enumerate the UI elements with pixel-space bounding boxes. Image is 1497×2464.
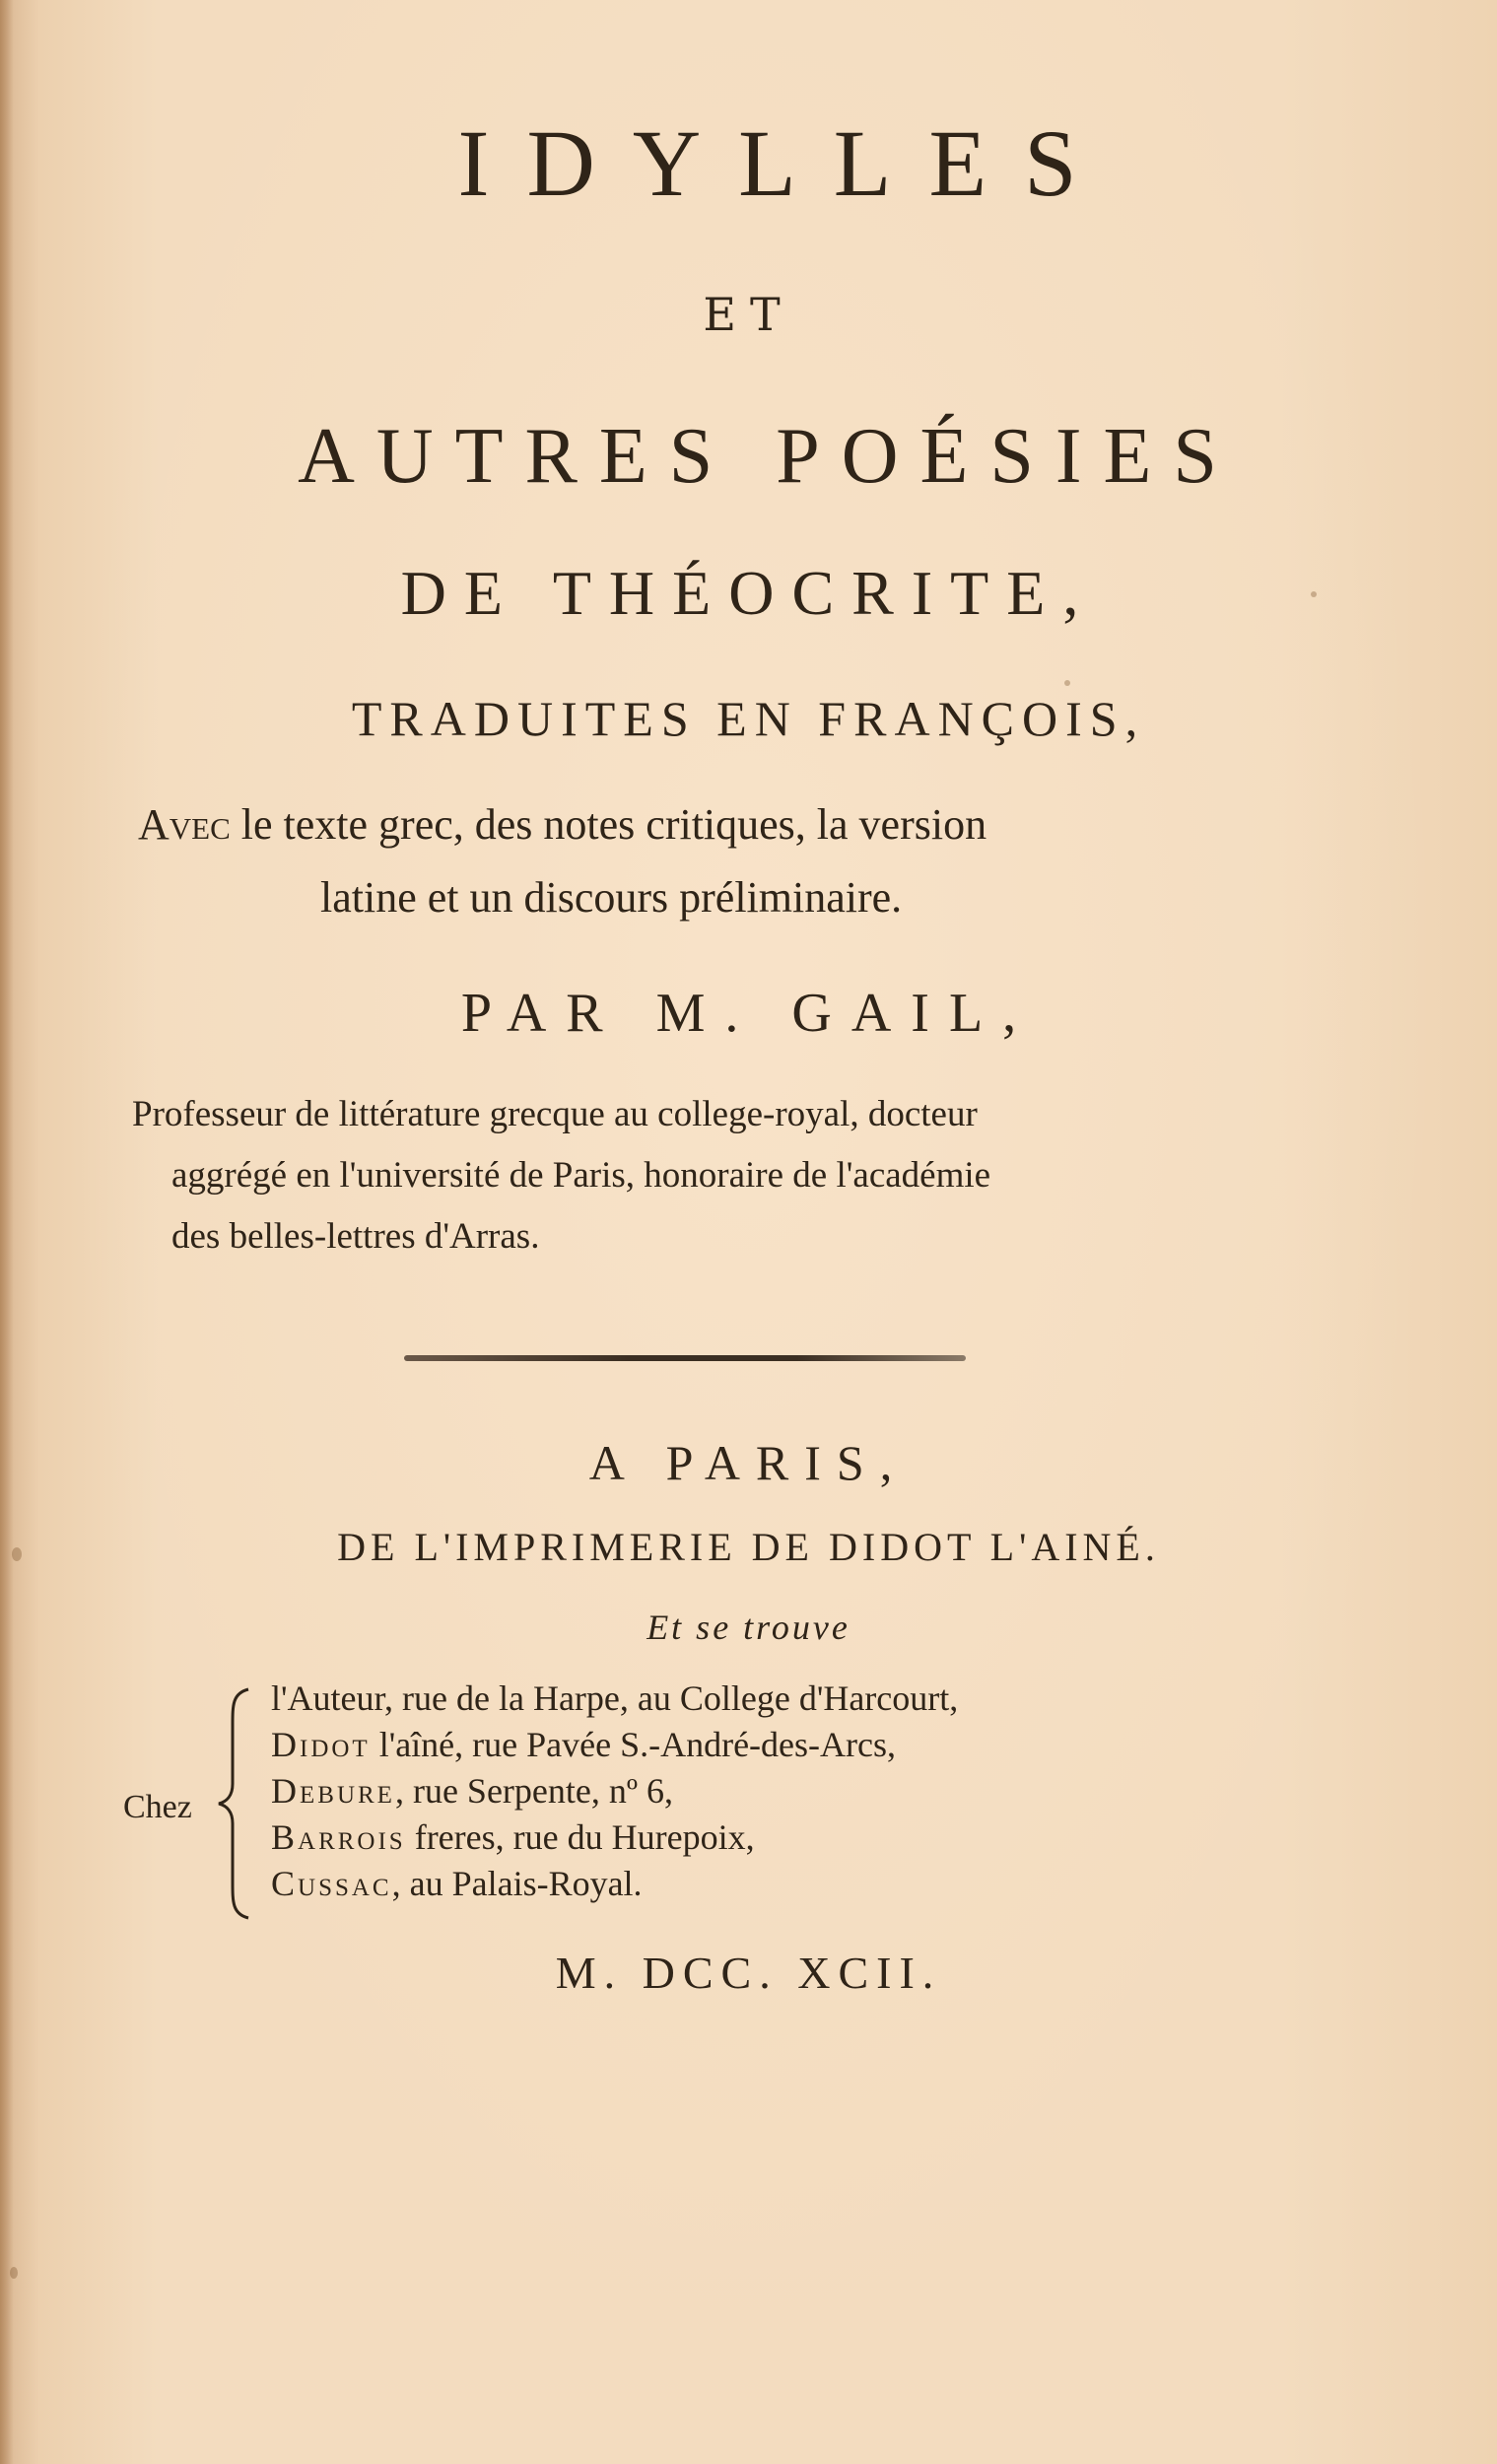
imprint-et-se-trouve: Et se trouve (646, 1608, 851, 1647)
chez-label: Chez (123, 1789, 192, 1825)
paper-speck (12, 1547, 22, 1561)
book-subtitle: AUTRES POÉSIES (298, 413, 1239, 500)
page-edge-shadow (0, 0, 14, 2464)
translation-line: TRADUITES EN FRANÇOIS, (351, 691, 1146, 746)
bookseller-4 (271, 1814, 958, 1861)
bookseller-5-address: , au Palais-Royal. (391, 1864, 643, 1903)
title-conjunction: ET (703, 288, 794, 341)
bookseller-3-name: Debure (271, 1771, 395, 1811)
translator-name: PAR M. GAIL, (460, 983, 1037, 1044)
bookseller-1-address: l'Auteur, rue de la Harpe, au College d'Harcourt, (271, 1678, 959, 1718)
credentials-line-2: aggrégé en l'université de Paris, honoraire de l'académie (171, 1155, 991, 1196)
bookseller-4-name: Barrois (271, 1817, 406, 1857)
description-line-1 (138, 788, 1360, 861)
bookseller-5-name: Cussac (271, 1864, 392, 1903)
book-title: IDYLLES (457, 110, 1115, 216)
bookseller-list (271, 1676, 958, 1907)
avec-rest: le texte grec, des notes critiques, la version (230, 800, 987, 849)
curly-brace-icon (215, 1685, 254, 1922)
bookseller-2-address: l'aîné, rue Pavée S.-André-des-Arcs, (370, 1725, 896, 1764)
avec-word: Avec (138, 800, 231, 849)
bookseller-3 (271, 1768, 958, 1814)
bookseller-1 (271, 1676, 958, 1722)
paper-speck (1064, 680, 1070, 686)
imprint-printer: DE L'IMPRIMERIE DE DIDOT L'AINÉ. (337, 1525, 1160, 1569)
imprint-place: A PARIS, (588, 1435, 909, 1490)
divider-rule (404, 1355, 966, 1361)
bookseller-2-name: Didot (271, 1725, 371, 1764)
author-of-work: DE THÉOCRITE, (400, 558, 1097, 628)
paper-speck (10, 2267, 18, 2279)
description-line-2: latine et un discours préliminaire. (320, 873, 903, 922)
paper-speck (1311, 591, 1317, 597)
bookseller-5 (271, 1861, 958, 1907)
credentials-line-3: des belles-lettres d'Arras. (171, 1216, 540, 1257)
description-block (138, 788, 1360, 934)
publication-date: M. DCC. XCII. (555, 1948, 942, 1998)
credentials-line-1: Professeur de littérature grecque au college-royal, docteur (132, 1094, 978, 1134)
bookseller-4-address: freres, rue du Hurepoix, (405, 1817, 755, 1857)
translator-credentials (132, 1084, 1374, 1267)
bookseller-3-address: , rue Serpente, nº 6, (394, 1771, 674, 1811)
bookseller-2 (271, 1722, 958, 1768)
